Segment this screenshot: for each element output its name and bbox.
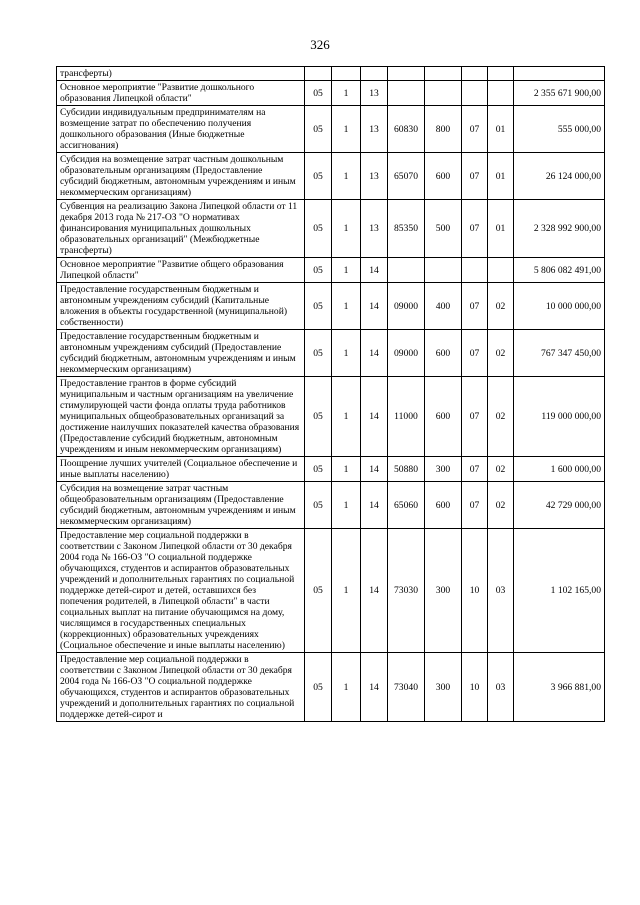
expense-type-code-cell: 600 [425,482,462,529]
direction-code-cell: 73030 [388,529,425,653]
expense-name-cell: Субсидия на возмещение затрат частным дошкольным образовательным организациям (Предоставление субсидий бюджетным, автономным учреждениям и иным некоммерческим организациям) [57,153,305,200]
expense-type-code-cell: 400 [425,283,462,330]
amount-cell: 767 347 450,00 [514,330,605,377]
amount-cell [514,67,605,81]
subprogram-code-cell: 1 [332,457,361,482]
program-code-cell: 05 [305,283,332,330]
table-row [57,529,605,653]
subprogram-code-cell: 1 [332,482,361,529]
subprogram-code-cell: 1 [332,377,361,457]
direction-code-cell [388,258,425,283]
subprogram-code-cell: 1 [332,258,361,283]
subsection-code-cell: 02 [488,377,514,457]
section-code-cell: 07 [462,330,488,377]
table-row [57,330,605,377]
subsection-code-cell: 02 [488,482,514,529]
measure-code-cell: 14 [361,482,388,529]
direction-code-cell: 85350 [388,200,425,258]
subprogram-code-cell: 1 [332,81,361,106]
subsection-code-cell: 02 [488,457,514,482]
program-code-cell: 05 [305,258,332,283]
expense-name-cell: Предоставление государственным бюджетным и автономным учреждениям субсидий (Предоставление субсидий бюджетным, автономным учреждениям и иным некоммерческим организациям) [57,330,305,377]
table-row [57,258,605,283]
program-code-cell: 05 [305,81,332,106]
subprogram-code-cell: 1 [332,153,361,200]
amount-cell: 26 124 000,00 [514,153,605,200]
expense-name-cell: Субвенция на реализацию Закона Липецкой области от 11 декабря 2013 года № 217-ОЗ "О нормативах финансирования муниципальных дошкольных образовательных организаций" (Межбюджетные трансферты) [57,200,305,258]
expense-type-code-cell: 500 [425,200,462,258]
table-row [57,283,605,330]
expense-name-cell: Субсидии индивидуальным предпринимателям на возмещение затрат по обеспечению получения дошкольного образования (Иные бюджетные ассигнования) [57,106,305,153]
section-code-cell [462,67,488,81]
measure-code-cell: 13 [361,153,388,200]
expense-type-code-cell: 300 [425,529,462,653]
section-code-cell: 07 [462,482,488,529]
program-code-cell [305,67,332,81]
expense-type-code-cell: 600 [425,377,462,457]
measure-code-cell: 14 [361,377,388,457]
program-code-cell: 05 [305,482,332,529]
direction-code-cell: 65060 [388,482,425,529]
subsection-code-cell [488,67,514,81]
expense-type-code-cell: 300 [425,457,462,482]
amount-cell: 119 000 000,00 [514,377,605,457]
subprogram-code-cell: 1 [332,106,361,153]
program-code-cell: 05 [305,377,332,457]
subprogram-code-cell: 1 [332,283,361,330]
expense-name-cell: Субсидия на возмещение затрат частным общеобразовательным организациям (Предоставление субсидий бюджетным, автономным учреждениям и иным некоммерческим организациям) [57,482,305,529]
expense-type-code-cell [425,67,462,81]
expense-name-cell: Предоставление грантов в форме субсидий муниципальным и частным организациям на увеличение стимулирующей части фонда оплаты труда работников муниципальных общеобразовательных организаций за достижение наилучших показателей качества образования (Предоставление субсидий бюджетным, автономным учреждениям и иным некоммерческим организациям) [57,377,305,457]
amount-cell: 1 102 165,00 [514,529,605,653]
table-row [57,482,605,529]
amount-cell: 5 806 082 491,00 [514,258,605,283]
measure-code-cell: 14 [361,283,388,330]
subprogram-code-cell: 1 [332,653,361,722]
section-code-cell: 07 [462,153,488,200]
section-code-cell: 10 [462,529,488,653]
expense-name-cell: Основное мероприятие "Развитие общего образования Липецкой области" [57,258,305,283]
measure-code-cell: 14 [361,653,388,722]
section-code-cell: 07 [462,106,488,153]
table-row [57,81,605,106]
budget-table-body [57,67,605,722]
subsection-code-cell: 02 [488,283,514,330]
amount-cell: 3 966 881,00 [514,653,605,722]
expense-type-code-cell: 600 [425,153,462,200]
expense-type-code-cell [425,81,462,106]
direction-code-cell [388,81,425,106]
amount-cell: 10 000 000,00 [514,283,605,330]
expense-name-cell: Предоставление мер социальной поддержки в соответствии с Законом Липецкой области от 30 декабря 2004 года № 166-ОЗ "О социальной поддержке обучающихся, студентов и аспирантов образовательных учреждений и дополнительных гарантиях по социальной поддержке детей-сирот и детей, оставшихся без попечения родителей, в Липецкой области" в части социальных выплат на питание обучающимся на дому, числящимся в государственных специальных (коррекционных) образовательных учреждениях (Социальное обеспечение и иные выплаты населению) [57,529,305,653]
amount-cell: 2 355 671 900,00 [514,81,605,106]
direction-code-cell: 09000 [388,330,425,377]
table-row [57,200,605,258]
program-code-cell: 05 [305,529,332,653]
section-code-cell: 10 [462,653,488,722]
budget-table [56,66,605,722]
expense-type-code-cell: 300 [425,653,462,722]
amount-cell: 1 600 000,00 [514,457,605,482]
table-row [57,106,605,153]
measure-code-cell: 13 [361,106,388,153]
expense-name-cell: Поощрение лучших учителей (Социальное обеспечение и иные выплаты населению) [57,457,305,482]
expense-type-code-cell: 600 [425,330,462,377]
subsection-code-cell: 01 [488,200,514,258]
subsection-code-cell [488,81,514,106]
subprogram-code-cell: 1 [332,330,361,377]
direction-code-cell: 60830 [388,106,425,153]
subsection-code-cell: 01 [488,106,514,153]
subsection-code-cell: 03 [488,529,514,653]
amount-cell: 42 729 000,00 [514,482,605,529]
amount-cell: 2 328 992 900,00 [514,200,605,258]
section-code-cell: 07 [462,457,488,482]
measure-code-cell: 14 [361,457,388,482]
measure-code-cell: 13 [361,200,388,258]
measure-code-cell: 13 [361,81,388,106]
program-code-cell: 05 [305,106,332,153]
direction-code-cell: 50880 [388,457,425,482]
measure-code-cell: 14 [361,529,388,653]
table-row [57,377,605,457]
program-code-cell: 05 [305,457,332,482]
program-code-cell: 05 [305,330,332,377]
subsection-code-cell [488,258,514,283]
direction-code-cell: 11000 [388,377,425,457]
program-code-cell: 05 [305,153,332,200]
amount-cell: 555 000,00 [514,106,605,153]
page-number: 326 [310,37,330,52]
measure-code-cell: 14 [361,258,388,283]
direction-code-cell: 09000 [388,283,425,330]
table-row [57,67,605,81]
subprogram-code-cell [332,67,361,81]
measure-code-cell [361,67,388,81]
table-row [57,457,605,482]
direction-code-cell: 73040 [388,653,425,722]
direction-code-cell [388,67,425,81]
expense-type-code-cell: 800 [425,106,462,153]
subprogram-code-cell: 1 [332,529,361,653]
subprogram-code-cell: 1 [332,200,361,258]
section-code-cell [462,258,488,283]
expense-name-cell: Основное мероприятие "Развитие дошкольного образования Липецкой области" [57,81,305,106]
table-row [57,653,605,722]
section-code-cell: 07 [462,283,488,330]
section-code-cell [462,81,488,106]
section-code-cell: 07 [462,200,488,258]
subsection-code-cell: 02 [488,330,514,377]
program-code-cell: 05 [305,200,332,258]
measure-code-cell: 14 [361,330,388,377]
expense-name-cell: Предоставление государственным бюджетным и автономным учреждениям субсидий (Капитальные вложения в объекты государственной (муниципальной) собственности) [57,283,305,330]
direction-code-cell: 65070 [388,153,425,200]
subsection-code-cell: 01 [488,153,514,200]
program-code-cell: 05 [305,653,332,722]
expense-type-code-cell [425,258,462,283]
subsection-code-cell: 03 [488,653,514,722]
section-code-cell: 07 [462,377,488,457]
table-row [57,153,605,200]
expense-name-cell: Предоставление мер социальной поддержки в соответствии с Законом Липецкой области от 30 декабря 2004 года № 166-ОЗ "О социальной поддержке обучающихся, студентов и аспирантов образовательных учреждений и дополнительных гарантиях по социальной поддержке детей-сирот и [57,653,305,722]
expense-name-cell: трансферты) [57,67,305,81]
